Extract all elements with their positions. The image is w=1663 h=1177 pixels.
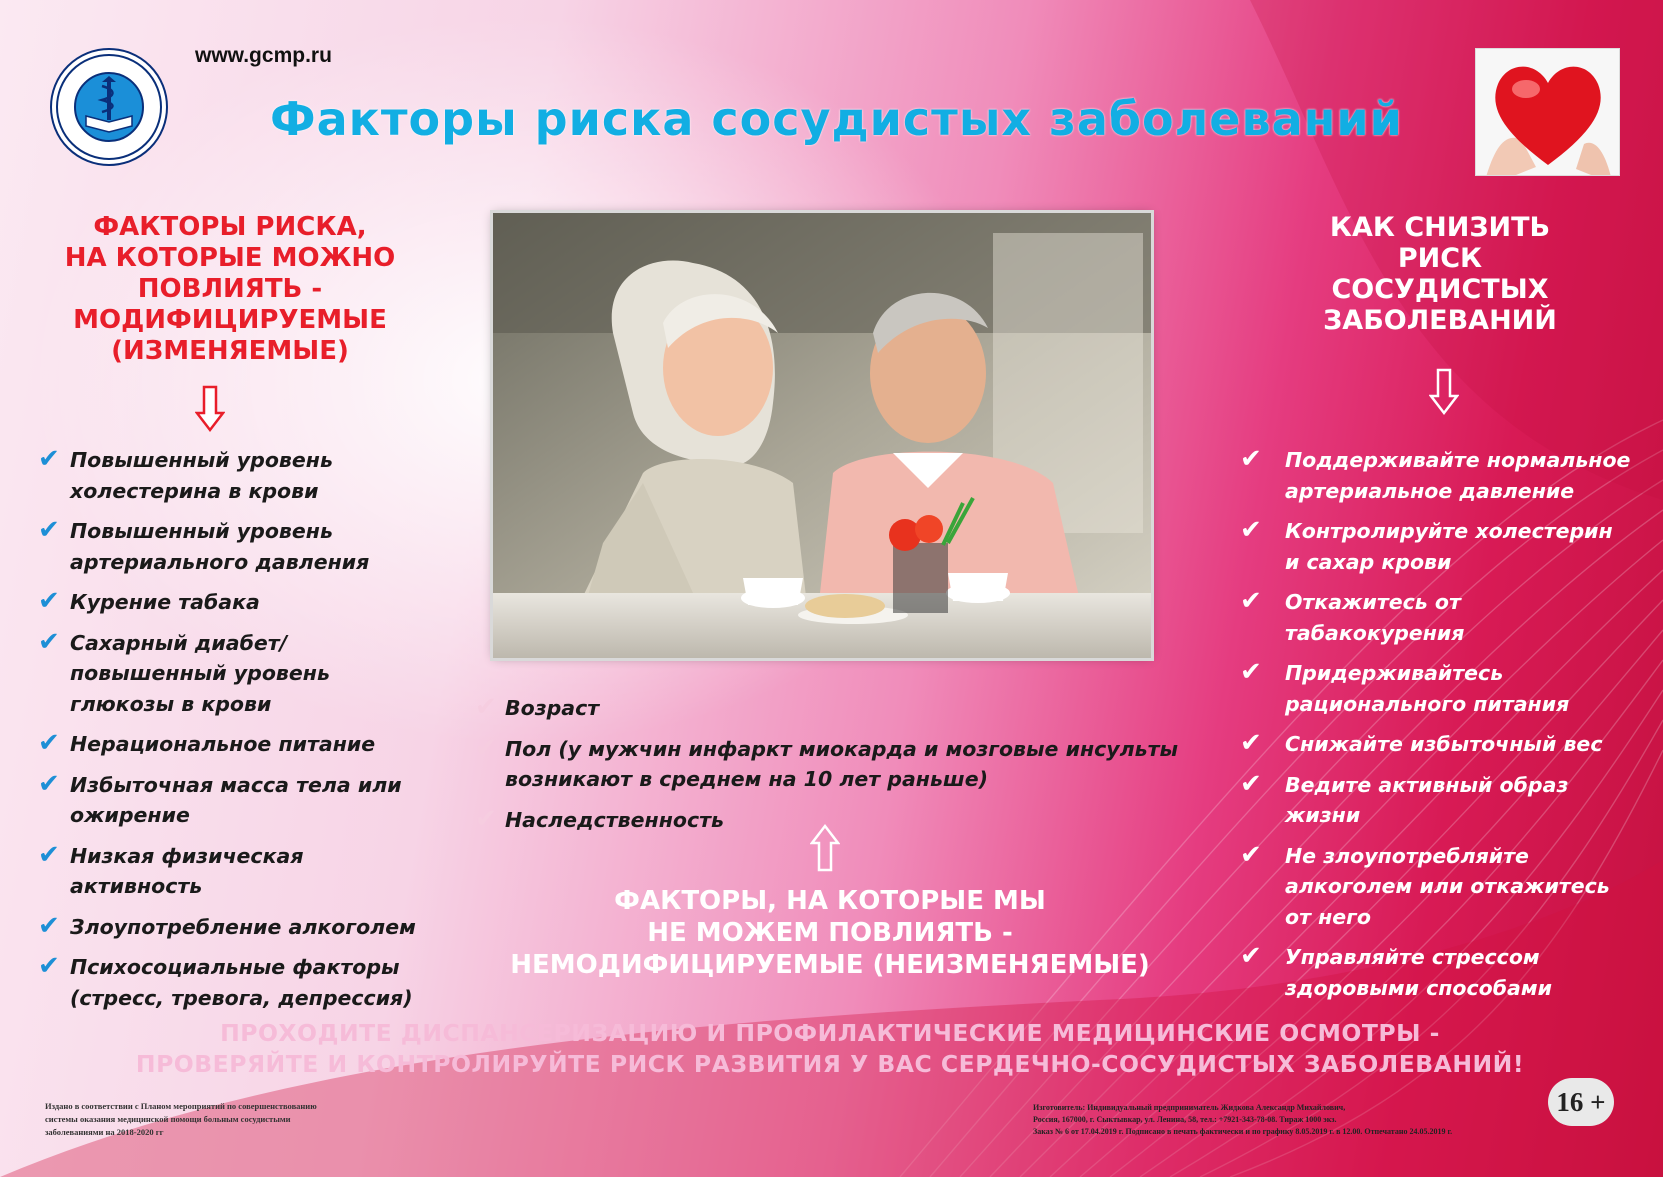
checkmark-icon: ✔ [38, 515, 60, 545]
list-item [38, 445, 458, 506]
checkmark-icon: ✔ [1240, 839, 1262, 870]
item-line: артериальное давление [1285, 478, 1575, 503]
item-line: активность [70, 874, 203, 898]
logo-emblem-icon [52, 50, 166, 164]
item-line: Возраст [505, 696, 600, 720]
item-line: возникают в среднем на 10 лет раньше) [505, 767, 988, 791]
call-line: ПРОХОДИТЕ ДИСПАНСЕРИЗАЦИЮ И ПРОФИЛАКТИЧЕСКИЕ МЕДИЦИНСКИЕ ОСМОТРЫ - [220, 1019, 1440, 1047]
reduce-risk-heading [1290, 212, 1590, 336]
item-line: Повышенный уровень [70, 519, 333, 543]
imprint-line: Изготовитель: Индивидуальный предприниматель Жидкова Александр Михайлович, [1033, 1103, 1346, 1112]
item-line: табакокурения [1285, 620, 1465, 645]
item-line: Злоупотребление алкоголем [70, 914, 416, 939]
item-line: Пол (у мужчин инфаркт миокарда и мозговые инсульты [505, 736, 1179, 761]
list-item [1240, 445, 1640, 506]
list-item [1240, 587, 1640, 648]
note-line: системы оказания медицинской помощи больным сосудистыми [45, 1114, 291, 1124]
list-item [38, 587, 458, 618]
item-line: от него [1285, 904, 1371, 929]
list-item [38, 516, 458, 577]
imprint-line: Заказ № 6 от 17.04.2019 г. Подписано в печать фактически и по графику 8.05.2019 г. в 12.00. Отпечатано 24.05.2019 г. [1033, 1127, 1453, 1136]
checkmark-icon: ✔ [475, 732, 497, 763]
heading-line: ФАКТОРЫ РИСКА, [93, 212, 367, 242]
item-line: (стресс, тревога, депрессия) [70, 985, 413, 1010]
heading-line: МОДИФИЦИРУЕМЫЕ [73, 305, 387, 335]
heading-line: НЕ МОЖЕМ ПОВЛИЯТЬ - [647, 918, 1013, 948]
list-item [1240, 770, 1640, 831]
modifiable-factors-list [38, 445, 458, 1023]
heart-in-hand-icon [1476, 49, 1620, 176]
heading-line: НА КОТОРЫЕ МОЖНО [64, 243, 396, 273]
heading-line: ФАКТОРЫ, НА КОТОРЫЕ МЫ [614, 886, 1046, 916]
item-line: Психосоциальные факторы [70, 955, 400, 979]
item-line: ожирение [70, 803, 190, 827]
website-url: www.gcmp.ru [195, 44, 332, 67]
list-item [1240, 841, 1640, 933]
heading-line: КАК СНИЗИТЬ [1329, 212, 1551, 243]
item-line: Курение табака [70, 590, 260, 614]
list-item [1240, 516, 1640, 577]
list-item [1240, 942, 1640, 1003]
item-line: Низкая физическая [70, 843, 304, 868]
organization-logo [50, 48, 168, 166]
item-line: и сахар крови [1285, 549, 1452, 574]
checkmark-icon: ✔ [1240, 444, 1262, 474]
item-line: жизни [1285, 803, 1361, 827]
heading-line: НЕМОДИФИЦИРУЕМЫЕ (НЕИЗМЕНЯЕМЫЕ) [510, 950, 1150, 980]
item-line: здоровыми способами [1285, 975, 1552, 1000]
item-line: Избыточная масса тела или [70, 772, 402, 797]
list-item [38, 841, 458, 902]
checkmark-icon: ✔ [38, 626, 60, 657]
item-line: Управляйте стрессом [1285, 945, 1540, 969]
checkmark-icon: ✔ [38, 910, 60, 941]
page-title: Факторы риска сосудистых заболеваний [270, 92, 1403, 146]
elderly-couple-cafe-illustration [493, 213, 1151, 658]
checkmark-icon: ✔ [1240, 941, 1262, 971]
list-item [1240, 658, 1640, 719]
heading-line: РИСК [1397, 243, 1483, 274]
publication-note [45, 1100, 435, 1139]
list-item [38, 729, 458, 760]
arrow-down-icon [195, 385, 225, 433]
list-item [38, 770, 458, 831]
list-item [475, 734, 1195, 795]
printer-imprint [1033, 1102, 1553, 1138]
checkmark-icon: ✔ [38, 444, 60, 474]
list-item [38, 912, 458, 943]
note-line: Издано в соответствии с Планом мероприятий по совершенствованию [45, 1101, 317, 1111]
couple-photo [493, 213, 1151, 658]
checkmark-icon: ✔ [1240, 657, 1262, 687]
list-item [1240, 729, 1640, 760]
checkmark-icon: ✔ [1240, 728, 1262, 758]
heading-line: ПОВЛИЯТЬ - [137, 274, 323, 304]
checkmark-icon: ✔ [38, 951, 60, 981]
modifiable-factors-heading [30, 212, 430, 367]
checkmark-icon: ✔ [1240, 586, 1262, 616]
item-line: рационального питания [1285, 691, 1570, 716]
age-rating-badge: 16 + [1548, 1078, 1614, 1126]
item-line: Придерживайтесь [1285, 661, 1504, 685]
item-line: Повышенный уровень [70, 448, 333, 472]
item-line: артериального давления [70, 549, 370, 574]
item-line: Контролируйте холестерин [1285, 519, 1613, 543]
list-item [38, 628, 458, 720]
checkmark-icon: ✔ [38, 586, 60, 616]
item-line: повышенный уровень [70, 661, 330, 685]
heading-line: (ИЗМЕНЯЕМЫЕ) [111, 336, 349, 366]
risk-reduction-list [1240, 445, 1640, 1013]
item-line: Не злоупотребляйте [1285, 843, 1529, 868]
item-line: Ведите активный образ [1285, 772, 1569, 797]
item-line: Наследственность [505, 807, 724, 832]
item-line: Сахарный диабет/ [70, 630, 288, 655]
arrow-down-icon [1429, 368, 1459, 416]
screening-call-to-action [60, 1018, 1600, 1080]
checkmark-icon: ✔ [38, 768, 60, 799]
checkmark-icon: ✔ [475, 692, 497, 722]
item-line: Снижайте избыточный вес [1285, 732, 1603, 756]
item-line: Нерациональное питание [70, 732, 376, 756]
checkmark-icon: ✔ [475, 803, 497, 834]
checkmark-icon: ✔ [1240, 515, 1262, 545]
heart-image [1475, 48, 1620, 176]
item-line: Откажитесь от [1285, 590, 1461, 614]
heading-line: ЗАБОЛЕВАНИЙ [1323, 305, 1557, 336]
list-item [475, 693, 1195, 724]
heading-line: СОСУДИСТЫХ [1331, 274, 1549, 305]
call-line: ПРОВЕРЯЙТЕ И КОНТРОЛИРУЙТЕ РИСК РАЗВИТИЯ У ВАС СЕРДЕЧНО-СОСУДИСТЫХ ЗАБОЛЕВАНИЙ! [135, 1050, 1525, 1078]
note-line: заболеваниями на 2018-2020 гг [45, 1127, 164, 1137]
non-modifiable-factors-heading [440, 885, 1220, 981]
checkmark-icon: ✔ [38, 728, 60, 758]
checkmark-icon: ✔ [38, 839, 60, 870]
checkmark-icon: ✔ [1240, 768, 1262, 799]
imprint-line: Россия, 167000, г. Сыктывкар, ул. Ленина, 58, тел.: +7921-343-78-08. Тираж 1000 экз. [1033, 1115, 1337, 1124]
item-line: глюкозы в крови [70, 691, 272, 716]
item-line: холестерина в крови [70, 478, 319, 503]
item-line: алкоголем или откажитесь [1285, 874, 1610, 898]
arrow-up-icon [810, 823, 840, 873]
item-line: Поддерживайте нормальное [1285, 448, 1631, 472]
list-item [38, 952, 458, 1013]
